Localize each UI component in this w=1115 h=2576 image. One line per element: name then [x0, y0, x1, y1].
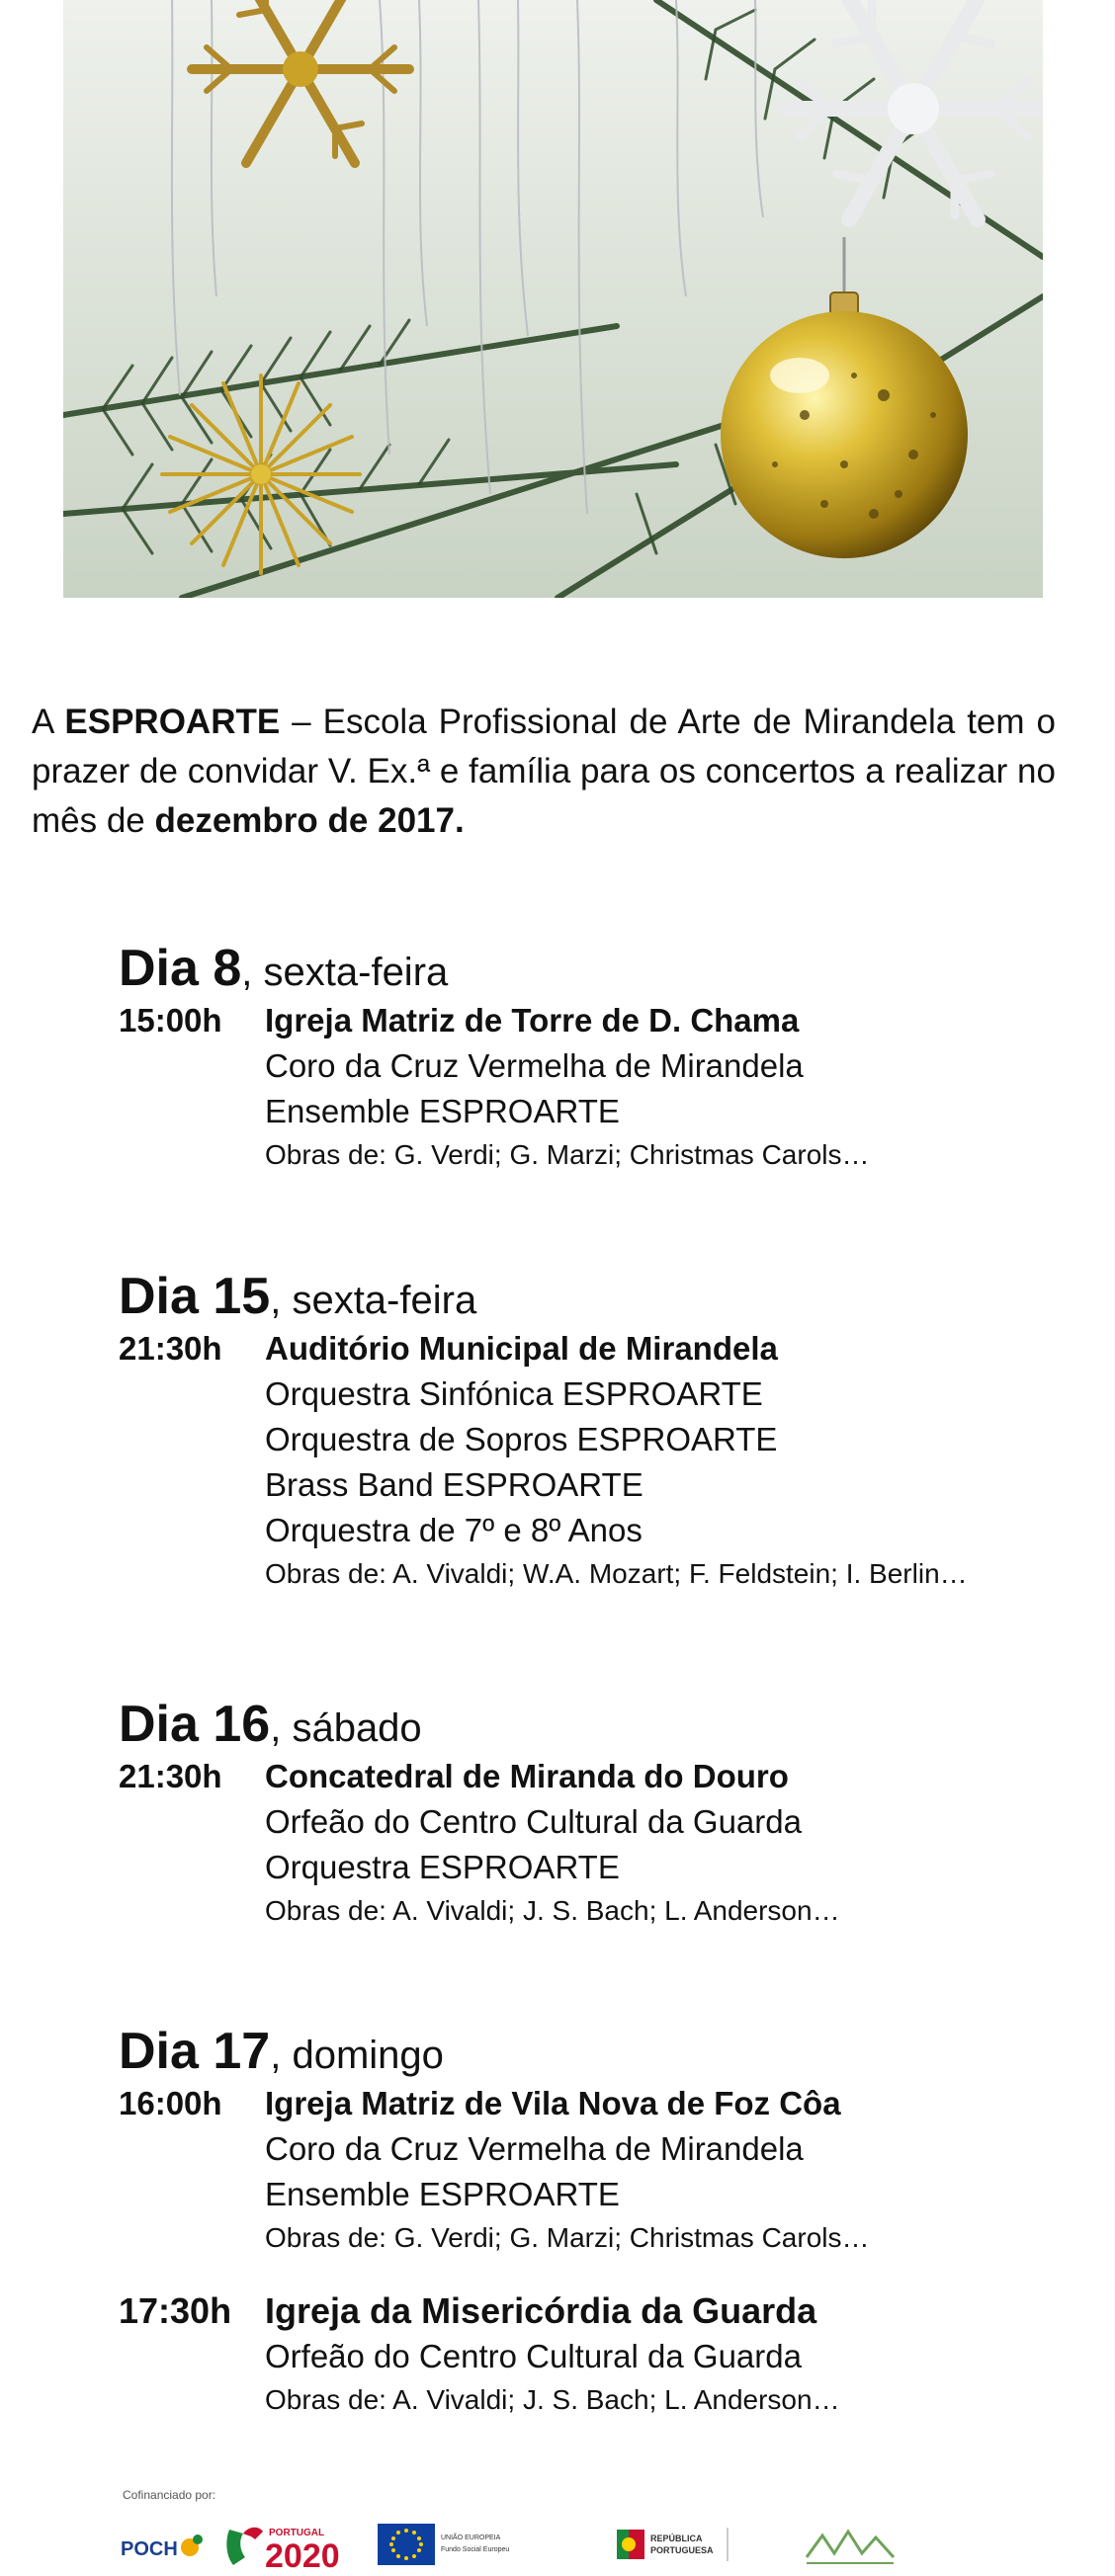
- eu-logo-text: UNIÃO EUROPEIA: [441, 2534, 501, 2541]
- event-date-heading: [119, 1267, 1068, 1326]
- cofinanced-label: Cofinanciado por:: [123, 2488, 216, 2502]
- session-performer: Orquestra de Sopros ESPROARTE: [265, 1421, 778, 1457]
- session-details: [265, 2081, 1068, 2259]
- session-performer: Orfeão do Centro Cultural da Guarda: [265, 2338, 802, 2374]
- session-performer: Brass Band ESPROARTE: [265, 1466, 643, 1503]
- event-session: [119, 1326, 1068, 1595]
- event-day-15: [119, 1267, 1068, 1595]
- event-day: Dia 15: [119, 1268, 271, 1325]
- session-performer: Orquestra Sinfónica ESPROARTE: [265, 1375, 763, 1412]
- school-name: ESPROARTE: [64, 703, 281, 741]
- session-performer: Coro da Cruz Vermelha de Mirandela: [265, 1047, 804, 1084]
- event-weekday: , sexta-feira: [241, 951, 449, 994]
- event-day-16: [119, 1695, 1068, 1932]
- event-weekday: , sexta-feira: [270, 1279, 477, 1322]
- session-venue: Igreja da Misericórdia da Guarda: [265, 2290, 817, 2331]
- concert-month: dezembro de 2017.: [154, 801, 465, 840]
- event-date-heading: [119, 1695, 1068, 1754]
- session-works: Obras de: A. Vivaldi; J. S. Bach; L. Anderson…: [265, 2384, 840, 2415]
- christmas-decoration-illustration: [63, 0, 1043, 598]
- session-venue: Auditório Municipal de Mirandela: [265, 1330, 778, 1367]
- gold-star-ornament: [162, 375, 360, 573]
- portugal-2020-logo: [223, 2518, 362, 2571]
- session-details: [265, 2288, 1068, 2421]
- sponsor-logos: [119, 2518, 1008, 2571]
- session-details: [265, 1754, 1068, 1932]
- session-time: 16:00h: [119, 2085, 222, 2121]
- event-date-heading: [119, 2022, 1068, 2081]
- session-performer: Orquestra de 7º e 8º Anos: [265, 1512, 643, 1548]
- session-performer: Orquestra ESPROARTE: [265, 1849, 620, 1885]
- event-day-17: [119, 2022, 1068, 2421]
- session-performer: Orfeão do Centro Cultural da Guarda: [265, 1803, 802, 1840]
- esproarte-logo: [801, 2518, 900, 2571]
- session-performer: Ensemble ESPROARTE: [265, 1093, 620, 1129]
- event-session: [119, 2081, 1068, 2259]
- session-works: Obras de: G. Verdi; G. Marzi; Christmas Carols…: [265, 2222, 870, 2253]
- eu-logo-subtext: Fundo Social Europeu: [441, 2546, 510, 2553]
- republica-portuguesa-subtext: PORTUGUESA: [650, 2545, 714, 2555]
- session-time: 17:30h: [119, 2290, 232, 2331]
- session-time: 21:30h: [119, 1758, 222, 1794]
- event-date-heading: [119, 939, 1068, 998]
- poch-logo-text: POCH: [121, 2538, 178, 2560]
- session-time: 21:30h: [119, 1330, 222, 1367]
- event-day: Dia 17: [119, 2023, 271, 2080]
- event-weekday: , sábado: [270, 1706, 422, 1750]
- session-performer: Coro da Cruz Vermelha de Mirandela: [265, 2130, 804, 2167]
- portugal-2020-year: 2020: [265, 2537, 340, 2571]
- intro-middle: – Escola Profissional de Arte de Mirandela tem o prazer de convidar V. Ex.ª e família para os concertos a realizar no mês de: [32, 703, 1056, 840]
- session-time: 15:00h: [119, 1002, 222, 1039]
- session-venue: Igreja Matriz de Vila Nova de Foz Côa: [265, 2085, 841, 2121]
- intro-prefix: A: [32, 703, 65, 741]
- event-day: Dia 8: [119, 940, 242, 997]
- event-day: Dia 16: [119, 1696, 271, 1753]
- session-venue: Concatedral de Miranda do Douro: [265, 1758, 789, 1794]
- portugal-2020-label: PORTUGAL: [269, 2528, 325, 2538]
- event-day-8: [119, 939, 1068, 1176]
- eu-logo: [378, 2518, 526, 2571]
- hero-image: [63, 0, 1043, 598]
- session-works: Obras de: A. Vivaldi; J. S. Bach; L. Anderson…: [265, 1895, 840, 1926]
- republica-portuguesa-text: REPÚBLICA: [650, 2534, 703, 2543]
- session-details: [265, 998, 1068, 1176]
- event-session: [119, 2288, 1068, 2421]
- event-session: [119, 1754, 1068, 1932]
- session-works: Obras de: G. Verdi; G. Marzi; Christmas Carols…: [265, 1139, 870, 1170]
- session-venue: Igreja Matriz de Torre de D. Chama: [265, 1002, 800, 1039]
- session-performer: Ensemble ESPROARTE: [265, 2176, 620, 2212]
- intro-paragraph: [32, 698, 1056, 846]
- session-works: Obras de: A. Vivaldi; W.A. Mozart; F. Feldstein; I. Berlin…: [265, 1558, 968, 1589]
- event-session: [119, 998, 1068, 1176]
- event-weekday: , domingo: [270, 2034, 444, 2077]
- session-details: [265, 1326, 1068, 1595]
- republica-portuguesa-logo: [617, 2518, 775, 2571]
- poch-logo: [119, 2518, 208, 2571]
